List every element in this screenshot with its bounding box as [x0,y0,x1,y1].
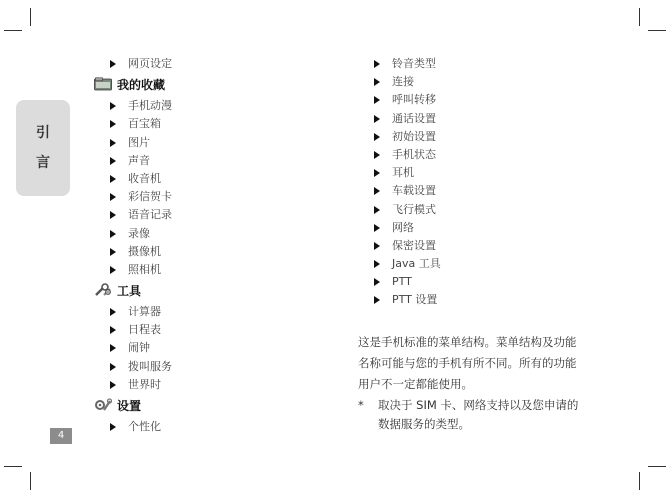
bullet-triangle-icon [110,193,116,201]
menu-item-label: 车载设置 [392,184,436,198]
menu-item-label: 闹钟 [128,341,150,355]
crop-mark [30,8,31,26]
menu-item-label: PTT [392,275,412,289]
menu-item [94,97,294,115]
menu-item [94,243,294,261]
menu-item-label: 百宝箱 [128,117,161,131]
menu-item [372,73,592,91]
crop-mark [30,472,31,490]
bullet-triangle-icon [374,169,380,177]
description-text: 这是手机标准的菜单结构。菜单结构及功能名称可能与您的手机有所不同。所有的功能用户不一定都能使用。 [358,335,577,391]
menu-item [94,321,294,339]
menu-item [372,291,592,309]
bullet-triangle-icon [110,344,116,352]
menu-item [372,110,592,128]
bullet-triangle-icon [374,206,380,214]
menu-item-label: 世界时 [128,377,161,391]
menu-item-label: 照相机 [128,262,161,276]
bullet-triangle-icon [110,423,116,431]
bullet-triangle-icon [374,187,380,195]
bullet-triangle-icon [374,133,380,141]
menu-item [94,170,294,188]
menu-item-label: 摄像机 [128,244,161,258]
menu-item [372,91,592,109]
crop-mark [4,30,22,31]
menu-item-label: PTT 设置 [392,293,438,307]
menu-item-label: 飞行模式 [392,202,436,216]
menu-item-label: 铃音类型 [392,57,436,70]
bullet-triangle-icon [110,266,116,274]
bullet-triangle-icon [110,175,116,183]
menu-item-label: Java 工具 [392,257,441,271]
menu-category-label: 工具 [117,284,142,299]
menu-item-label: 图片 [128,135,150,149]
menu-item [94,115,294,133]
menu-item-label: 彩信贺卡 [128,190,172,204]
bullet-triangle-icon [110,102,116,110]
menu-item-label: 耳机 [392,166,414,180]
menu-item-label: 个性化 [128,420,161,433]
bullet-triangle-icon [110,230,116,238]
folder-icon [94,75,112,89]
menu-item [372,182,592,200]
page-number: 4 [50,428,72,444]
menu-category-label: 设置 [117,399,142,413]
menu-item-label: 计算器 [128,305,161,319]
bullet-triangle-icon [110,326,116,334]
menu-item [372,219,592,237]
menu-item-label: 通话设置 [392,111,436,125]
menu-item [372,164,592,182]
menu-item-label: 拨叫服务 [128,359,172,373]
menu-item-label: 连接 [392,75,414,89]
menu-item [372,255,592,273]
menu-item-label: 初始设置 [392,129,436,143]
menu-item [372,237,592,255]
bullet-triangle-icon [110,308,116,316]
tools-icon [94,281,112,295]
crop-mark [639,8,640,26]
menu-item [94,55,294,73]
bullet-triangle-icon [110,120,116,128]
bullet-triangle-icon [374,96,380,104]
menu-item-label: 语音记录 [128,208,172,222]
crop-mark [648,30,666,31]
menu-category-label: 我的收藏 [117,78,166,93]
bullet-triangle-icon [374,151,380,159]
chapter-tab-char: 言 [36,155,50,171]
menu-item [94,303,294,321]
menu-item-label: 保密设置 [392,238,436,252]
bullet-triangle-icon [110,60,116,68]
menu-item [94,358,294,376]
bullet-triangle-icon [374,260,380,268]
menu-item-label: 呼叫转移 [392,93,436,107]
chapter-tab-char: 引 [36,125,50,141]
menu-item [372,201,592,219]
menu-item-label: 手机动漫 [128,99,172,113]
menu-item [94,188,294,206]
menu-item [372,55,592,73]
bullet-triangle-icon [374,78,380,86]
menu-item [94,339,294,357]
bullet-triangle-icon [110,211,116,219]
menu-item-label: 手机状态 [392,147,436,161]
menu-item-label: 网页设定 [128,57,172,70]
menu-category [94,73,294,97]
menu-item [94,152,294,170]
bullet-triangle-icon [374,242,380,250]
menu-column-left [94,55,294,436]
bullet-triangle-icon [110,248,116,256]
menu-item [372,128,592,146]
chapter-tab [16,100,70,196]
bullet-triangle-icon [374,115,380,123]
menu-item [94,261,294,279]
menu-category [94,279,294,303]
menu-item [94,418,294,436]
crop-mark [4,466,22,467]
menu-category [94,394,294,418]
menu-item [94,134,294,152]
footnote-text: 取决于 SIM 卡、网络支持以及您申请的数据服务的类型。 [378,398,579,431]
bullet-triangle-icon [110,381,116,389]
menu-column-right [372,55,592,310]
bullet-triangle-icon [110,139,116,147]
menu-item [94,376,294,394]
menu-item [372,273,592,291]
footnote-marker: * [358,398,364,412]
bullet-triangle-icon [110,363,116,371]
crop-mark [639,472,640,490]
menu-item [372,146,592,164]
menu-item [94,206,294,224]
menu-item-label: 录像 [128,226,150,240]
bullet-triangle-icon [374,60,380,68]
bullet-triangle-icon [374,278,380,286]
menu-item-label: 日程表 [128,323,161,337]
menu-item-label: 收音机 [128,171,161,185]
bullet-triangle-icon [374,224,380,232]
crop-mark [648,466,666,467]
bullet-triangle-icon [374,296,380,304]
settings-icon [94,396,112,410]
bullet-triangle-icon [110,157,116,165]
menu-item [94,225,294,243]
menu-item-label: 网络 [392,220,414,234]
menu-item-label: 声音 [128,153,150,167]
footnote [358,396,584,434]
